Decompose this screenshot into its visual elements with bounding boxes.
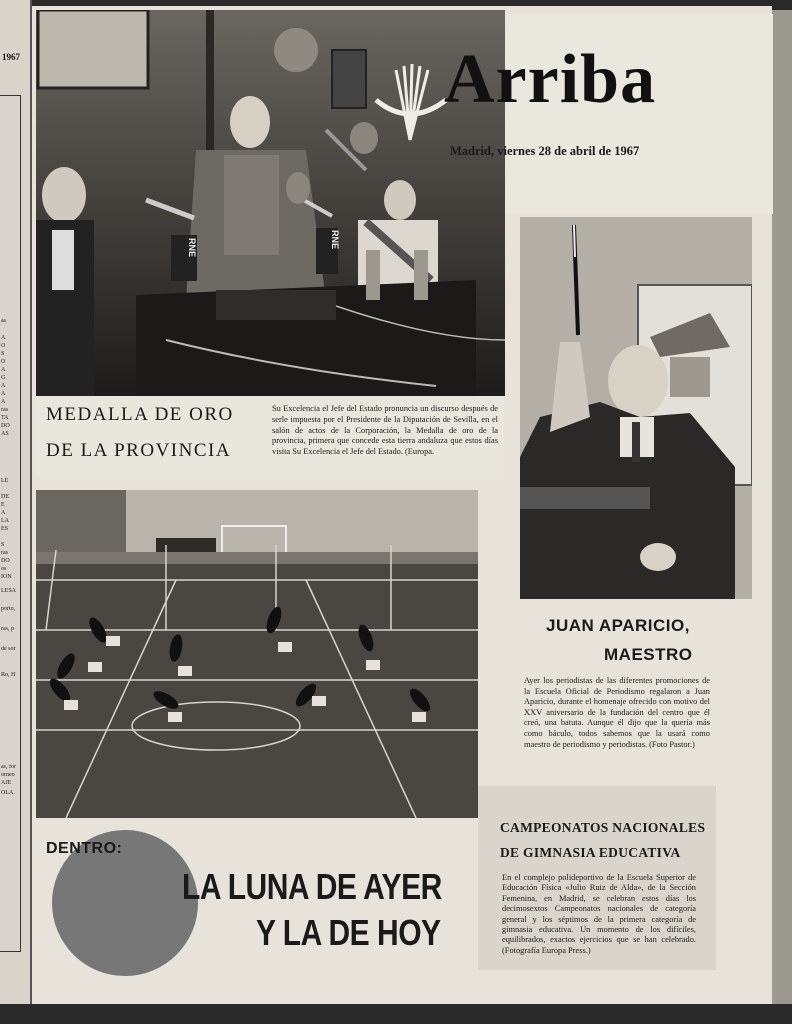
previous-page-fragment: IÓN xyxy=(1,574,12,580)
previous-page-fragment: ras xyxy=(1,550,8,556)
photo-gimnasia-educativa xyxy=(36,490,478,818)
previous-page-fragment: DE xyxy=(1,494,9,500)
dentro-label: DENTRO: xyxy=(46,840,123,857)
previous-page-fragment: A xyxy=(1,367,6,373)
medalla-headline-line2: DE LA PROVINCIA xyxy=(46,440,232,461)
previous-page-fragment: os xyxy=(1,566,7,572)
previous-page-fragment: O xyxy=(1,343,6,349)
previous-page-fragment: A xyxy=(1,383,6,389)
previous-page-fragment: OLA. xyxy=(1,790,15,796)
previous-page-fragment: S xyxy=(1,351,5,357)
photo-gimnasia-image xyxy=(36,490,478,818)
previous-page-fragment: DO xyxy=(1,423,10,429)
dentro-headline-line2: Y LA DE HOY xyxy=(256,914,441,954)
aparicio-body-text: Ayer los periodistas de las diferentes promociones de la Escuela Oficial de Periodismo regalaron a Juan Aparicio, durante el homenaje ofrecido con motivo del XXV aniversario de la fundación del centro que él creó, una batuta. Aunque él dijo que la quería más como báculo, todos sabemos que la usará como maestro de periodismo y periodistas. (Foto Pastor.) xyxy=(524,676,710,749)
photo-jefe-estado-image xyxy=(36,10,505,396)
previous-page-fragment: orneo xyxy=(1,772,15,778)
previous-page-fragment: ras xyxy=(1,407,8,413)
newspaper-title: Arriba xyxy=(444,41,657,118)
previous-page-fragment: LE xyxy=(1,478,9,484)
medalla-body-text: Su Excelencia el Jefe del Estado pronuncia un discurso después de serle impuesta por el Presidente de la Diputación de Sevilla, en el salón de actos de la Corporación, la Medalla de oro de la provincia, primera que concede esta tierra andaluza que estos días visita Su Excelencia el Jefe del Estado. (Europa. xyxy=(272,404,498,457)
mic-label-rne-left: RNE xyxy=(187,238,197,258)
dentro-headline-line1: LA LUNA DE AYER xyxy=(182,868,442,908)
previous-page-fragment: ES xyxy=(1,526,9,532)
previous-page-fragment: TA xyxy=(1,415,9,421)
medalla-headline-line1: MEDALLA DE ORO xyxy=(46,404,234,425)
previous-page-fragment: O xyxy=(1,359,6,365)
previous-page-fragment: AS xyxy=(1,431,9,437)
previous-page-fragment: de sor xyxy=(1,646,16,652)
previous-page-fragment: LA xyxy=(1,518,9,524)
previous-page-fragment: ras, p xyxy=(1,626,14,632)
dateline: Madrid, viernes 28 de abril de 1967 xyxy=(450,144,640,158)
photo-juan-aparicio xyxy=(520,217,752,599)
photo-jefe-estado-speech xyxy=(36,10,505,396)
previous-page-edge xyxy=(0,0,32,1004)
previous-page-fragment: A xyxy=(1,391,6,397)
photo-juan-aparicio-image xyxy=(520,217,752,599)
gimnasia-headline-line1: CAMPEONATOS NACIONALES xyxy=(500,820,706,835)
previous-page-fragment: porto, xyxy=(1,606,16,612)
previous-page-fragment: A xyxy=(1,335,6,341)
previous-page-fragment: AJE xyxy=(1,780,12,786)
previous-page-fragment: E xyxy=(1,502,5,508)
previous-page-fragment: DO xyxy=(1,558,10,564)
previous-page-fragment: A xyxy=(1,399,6,405)
mic-label-rne-right: RNE xyxy=(330,230,340,250)
previous-page-fragment: G xyxy=(1,375,6,381)
previous-page-fragment: as, for xyxy=(1,764,16,770)
aparicio-headline-line2: MAESTRO xyxy=(604,645,693,664)
previous-page-fragment: A xyxy=(1,510,6,516)
previous-page-fragment: S xyxy=(1,542,5,548)
previous-page-year: 1967 xyxy=(2,52,20,62)
gimnasia-headline-line2: DE GIMNASIA EDUCATIVA xyxy=(500,845,681,860)
aparicio-headline-line1: JUAN APARICIO, xyxy=(546,616,690,635)
previous-page-fragment: Ro, H xyxy=(1,672,16,678)
previous-page-fragment: LESA xyxy=(1,588,16,594)
previous-page-fragment: as xyxy=(1,318,6,324)
gimnasia-body-text: En el complejo polideportivo de la Escuela Superior de Educación Física «Julio Ruiz de Alda», de la Sección Femenina, en Madrid, se celebran estos días los decimosextos Campeonatos nacionales de categoría general y los séptimos de la primera categoría de gimnasia educativa. Un momento de los difíciles, equilibrados, exactos ejercicios que se han celebrado. (Fotografía Europa Press.) xyxy=(502,873,696,955)
page-edge-shadow xyxy=(772,10,792,1004)
